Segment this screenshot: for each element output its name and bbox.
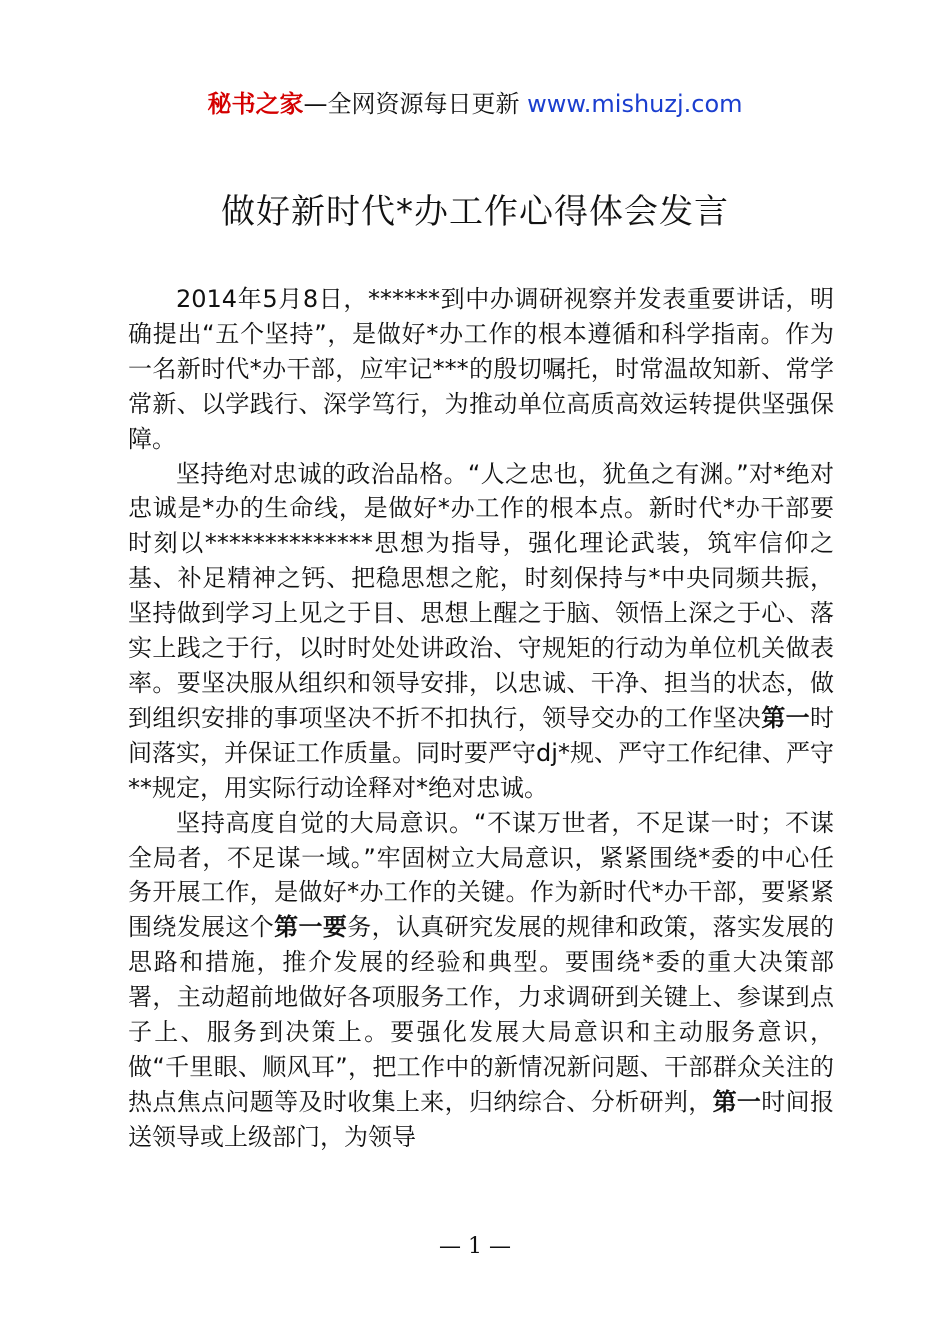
bold-text-segment: 第一: [761, 703, 811, 732]
text-segment: 坚持高度自觉的大局意识。“不谋万世者，不足谋一时；不谋全局者，不足谋一域。”牢固树立大局意识，紧紧围绕*委的中心任务开展工作，是做好*办工作的关键。作为新时代*办干部，要紧紧围绕发展这个: [128, 808, 834, 942]
brand-name: 秘书之家: [207, 90, 304, 118]
body-paragraph: [128, 457, 834, 806]
site-url-link[interactable]: www.mishuzj.com: [527, 90, 743, 118]
banner-tagline: —全网资源每日更新: [303, 90, 528, 118]
page-number: — 1 —: [439, 1234, 511, 1259]
body-paragraph: [128, 806, 834, 1155]
text-segment: 务，认真研究发展的规律和政策，落实发展的思路和措施，推介发展的经验和典型。要围绕*委的重大决策部署，主动超前地做好各项服务工作，力求调研到关键上、参谋到点子上、服务到决策上。要强化发展大局意识和主动服务意识，做“千里眼、顺风耳”，把工作中的新情况新问题、干部群众关注的热点焦点问题等及时收集上来，归纳综合、分析研判，: [128, 913, 835, 1116]
site-banner: [0, 86, 950, 122]
text-segment: 2014年5月8日，******到中办调研视察并发表重要讲话，明确提出“五个坚持”，是做好*办工作的根本遵循和科学指南。作为一名新时代*办干部，应牢记***的殷切嘱托，时常温故知新、常学常新、以学践行、深学笃行，为推动单位高质高效运转提供坚强保障。: [128, 285, 834, 453]
bold-text-segment: 第一: [712, 1087, 762, 1116]
body-paragraph: [128, 282, 834, 457]
text-segment: 时间报送领导或上级部门，为领导: [128, 1087, 835, 1151]
bold-text-segment: 第一要: [274, 913, 348, 942]
document-body: [128, 282, 834, 1155]
text-segment: 坚持绝对忠诚的政治品格。“人之忠也，犹鱼之有渊。”对*绝对忠诚是*办的生命线，是做好*办工作的根本点。新时代*办干部要时刻以**************思想为指导，强化理论武装，筑牢信仰之基、补足精神之钙、把稳思想之舵，时刻保持与*中央同频共振，坚持做到学习上见之于目、思想上醒之于脑、领悟上深之于心、落实上践之于行，以时时处处讲政治、守规矩的行动为单位机关做表率。要坚决服从组织和领导安排，以忠诚、干净、担当的状态，做到组织安排的事项坚决不折不扣执行，领导交办的工作坚决: [128, 459, 834, 732]
document-title: 做好新时代*办工作心得体会发言: [221, 192, 729, 232]
text-segment: 时间落实，并保证工作质量。同时要严守dj*规、严守工作纪律、严守**规定，用实际行动诠释对*绝对忠诚。: [128, 703, 835, 802]
